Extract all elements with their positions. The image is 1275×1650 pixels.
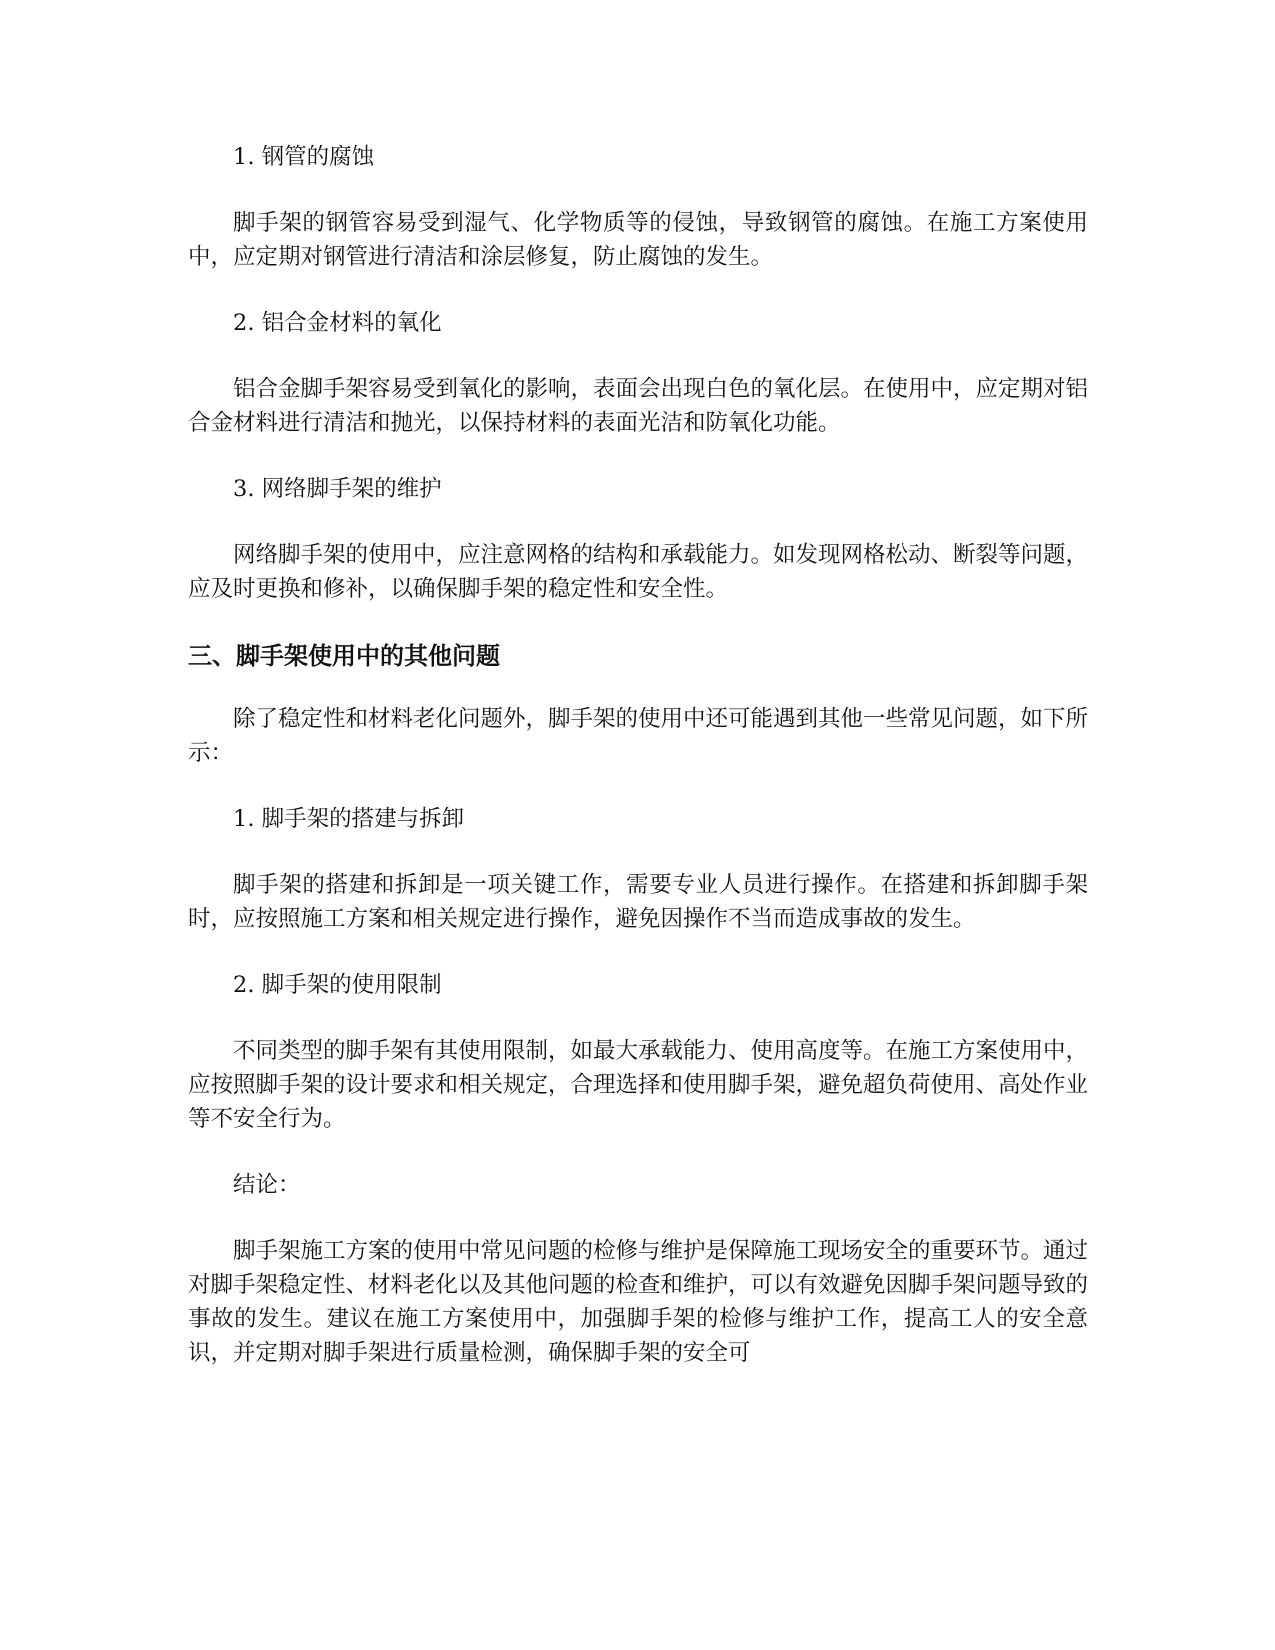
conclusion-paragraph: 脚手架施工方案的使用中常见问题的检修与维护是保障施工现场安全的重要环节。通过对脚手架稳定性、材料老化以及其他问题的检查和维护，可以有效避免因脚手架问题导致的事故的发生。建议在施工方案使用中，加强脚手架的检修与维护工作，提高工人的安全意识，并定期对脚手架进行质量检测，确保脚手架的安全可 <box>188 1238 1089 1366</box>
paragraph: 脚手架的钢管容易受到湿气、化学物质等的侵蚀，导致钢管的腐蚀。在施工方案使用中，应定期对钢管进行清洁和涂层修复，防止腐蚀的发生。 <box>188 210 1088 270</box>
document-body <box>188 140 1088 1370</box>
paragraph: 不同类型的脚手架有其使用限制，如最大承载能力、使用高度等。在施工方案使用中，应按照脚手架的设计要求和相关规定，合理选择和使用脚手架，避免超负荷使用、高处作业等不安全行为。 <box>188 1038 1089 1132</box>
conclusion-label: 结论： <box>233 1172 301 1198</box>
list-item-title: 1. 脚手架的搭建与拆卸 <box>233 806 465 832</box>
paragraph: 铝合金脚手架容易受到氧化的影响，表面会出现白色的氧化层。在使用中，应定期对铝合金材料进行清洁和抛光，以保持材料的表面光洁和防氧化功能。 <box>188 376 1089 436</box>
list-item-title: 2. 铝合金材料的氧化 <box>233 310 442 336</box>
paragraph: 网络脚手架的使用中，应注意网格的结构和承载能力。如发现网格松动、断裂等问题，应及时更换和修补，以确保脚手架的稳定性和安全性。 <box>188 542 1089 602</box>
paragraph: 脚手架的搭建和拆卸是一项关键工作，需要专业人员进行操作。在搭建和拆卸脚手架时，应按照施工方案和相关规定进行操作，避免因操作不当而造成事故的发生。 <box>188 872 1088 932</box>
list-item-title: 1. 钢管的腐蚀 <box>233 144 375 170</box>
list-item-title: 3. 网络脚手架的维护 <box>233 476 442 502</box>
section-heading: 三、脚手架使用中的其他问题 <box>188 642 500 670</box>
paragraph: 除了稳定性和材料老化问题外，脚手架的使用中还可能遇到其他一些常见问题，如下所示： <box>188 706 1089 766</box>
list-item-title: 2. 脚手架的使用限制 <box>233 972 442 998</box>
